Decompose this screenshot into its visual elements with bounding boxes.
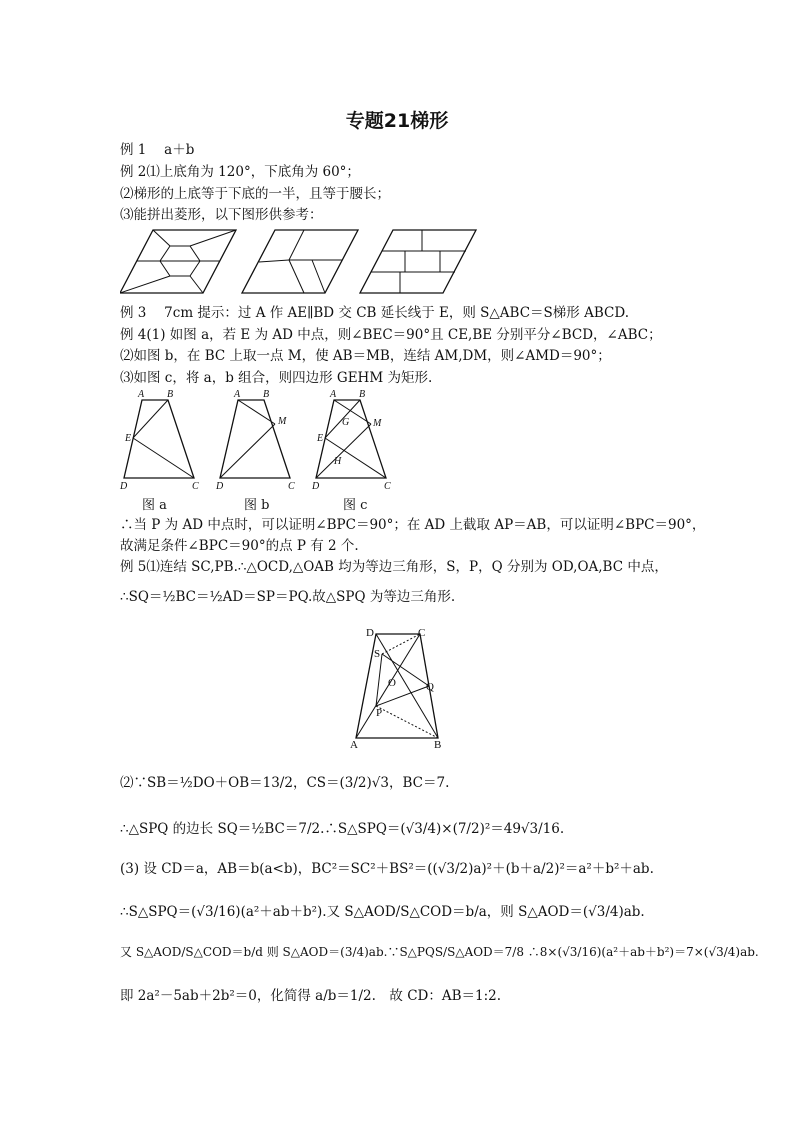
label-D: D xyxy=(312,481,320,492)
label-D: D xyxy=(216,481,224,492)
label-G: G xyxy=(342,417,350,428)
text-line: 例 5⑴连结 SC,PB.∴△OCD,△OAB 均为等边三角形，S，P，Q 分别为 OD,OA,BC 中点， xyxy=(120,559,668,575)
text-line: 故满足条件∠BPC＝90°的点 P 有 2 个. xyxy=(120,538,359,554)
text-line: ⑵∵SB＝½DO＋OB＝13/2，CS＝(3/2)√3，BC＝7. xyxy=(120,775,450,791)
label-B: B xyxy=(167,389,174,400)
text-line: ⑵如图 b，在 BC 上取一点 M，使 AB＝MB，连结 AM,DM，则∠AMD＝90°； xyxy=(120,348,611,364)
label-A: A xyxy=(330,389,337,400)
label-A: A xyxy=(138,389,145,400)
text-line: ∴当 P 为 AD 中点时，可以证明∠BPC＝90°；在 AD 上截取 AP＝AB，可以证明∠BPC＝90°， xyxy=(120,517,706,533)
figure-c xyxy=(311,389,391,492)
text-line: ∴△SPQ 的边长 SQ＝½BC＝7/2.∴S△SPQ＝(√3/4)×(7/2)²＝49√3/16. xyxy=(120,821,565,837)
label-O: O xyxy=(388,677,396,689)
caption-b: 图 b xyxy=(244,498,270,513)
text-line: 例 1 a＋b xyxy=(120,142,195,158)
text-line: ∴SQ＝½BC＝½AD＝SP＝PQ.故△SPQ 为等边三角形. xyxy=(120,589,456,605)
label-B: B xyxy=(263,389,270,400)
text-line: ⑶能拼出菱形，以下图形供参考： xyxy=(120,207,323,223)
text-line: (3) 设 CD＝a，AB＝b(a<b)，BC²＝SC²＋BS²＝((√3/2)a)²＋(b＋a/2)²＝a²＋b²＋ab. xyxy=(120,861,654,877)
label-D: D xyxy=(120,481,128,492)
example5-figure xyxy=(340,622,460,752)
page-title: 专题21梯形 xyxy=(345,110,449,132)
text-line: ⑶如图 c，将 a，b 组合，则四边形 GEHM 为矩形. xyxy=(120,370,433,386)
caption-c: 图 c xyxy=(343,498,368,513)
label-H: H xyxy=(334,456,342,467)
text-line: ⑵梯形的上底等于下底的一半，且等于腰长； xyxy=(120,186,390,202)
label-B: B xyxy=(359,389,366,400)
label-E: E xyxy=(317,433,324,444)
label-D: D xyxy=(366,627,374,639)
text-line: 即 2a²－5ab＋2b²＝0，化简得 a/b＝1/2. 故 CD：AB＝1:2. xyxy=(120,988,502,1004)
label-E: E xyxy=(125,433,132,444)
text-line: ∴S△SPQ＝(√3/16)(a²＋ab＋b²).又 S△AOD/S△COD＝b/a，则 S△AOD＝(√3/4)ab. xyxy=(120,904,645,920)
rhombus-figure-1 xyxy=(120,230,236,293)
figure-b xyxy=(215,389,295,492)
label-P: P xyxy=(376,707,383,719)
rhombus-figure-2 xyxy=(242,230,358,293)
trapezoid-figures xyxy=(118,388,398,492)
figure-a xyxy=(119,389,199,492)
label-C: C xyxy=(288,481,295,492)
label-B: B xyxy=(434,739,442,751)
label-A: A xyxy=(350,739,358,751)
label-C: C xyxy=(384,481,391,492)
text-line: 例 3 7cm 提示：过 A 作 AE∥BD 交 CB 延长线于 E，则 S△ABC＝S梯形 ABCD. xyxy=(120,305,629,321)
rhombus-figure-3 xyxy=(360,230,476,293)
label-C: C xyxy=(418,627,426,639)
text-line: 又 S△AOD/S△COD＝b/d 则 S△AOD＝(3/4)ab.∵S△PQS/S△AOD＝7/8 ∴8×(√3/16)(a²＋ab＋b²)＝7×(√3/4)ab. xyxy=(120,945,759,959)
label-Q: Q xyxy=(426,681,434,693)
rhombus-figures xyxy=(120,226,492,296)
text-line: 例 4(1) 如图 a，若 E 为 AD 中点，则∠BEC＝90°且 CE,BE 分别平分∠BCD，∠ABC； xyxy=(120,327,662,343)
label-C: C xyxy=(192,481,199,492)
caption-a: 图 a xyxy=(142,498,167,513)
label-M: M xyxy=(373,418,382,429)
text-line: 例 2⑴上底角为 120°，下底角为 60°； xyxy=(120,164,360,180)
label-A: A xyxy=(234,389,241,400)
label-M: M xyxy=(278,416,287,427)
label-S: S xyxy=(374,648,381,660)
